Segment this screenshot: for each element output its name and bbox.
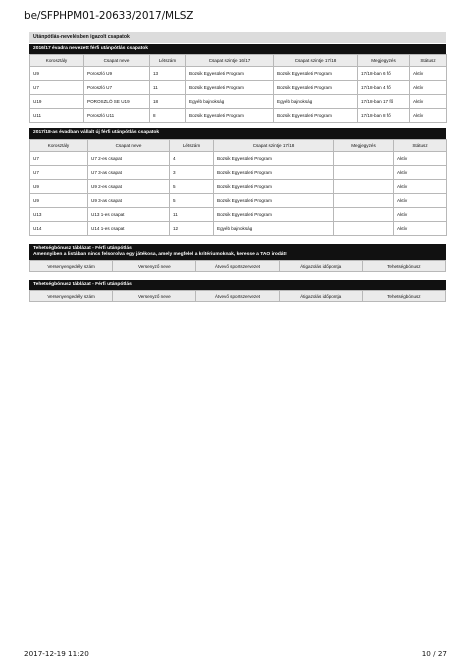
- table-cell: Aktív: [394, 151, 447, 165]
- table-row: [30, 151, 447, 165]
- table-cell: [334, 221, 394, 235]
- table-cell: U7 3-as csapat: [88, 165, 170, 179]
- registered-teams-block: [29, 44, 446, 123]
- talent-bonus-title-2: Tehetségbónusz táblázat - Férfi utánpótlás: [29, 280, 446, 290]
- table-cell: 18: [150, 95, 186, 109]
- table-cell: U7: [30, 165, 88, 179]
- table-cell: 5: [170, 179, 214, 193]
- registered-teams-table: [29, 54, 447, 123]
- table-cell: [334, 193, 394, 207]
- table-cell: Egyéb bajnokság: [274, 95, 358, 109]
- table-cell: Poroszló U7: [84, 81, 150, 95]
- table-cell: Bozsik Egyesületi Program: [274, 109, 358, 123]
- table-cell: Bozsik Egyesületi Program: [214, 193, 334, 207]
- column-header: Átigazolás időpontja: [279, 261, 362, 272]
- column-header: Megjegyzés: [358, 55, 410, 67]
- new-teams-block: [29, 128, 446, 235]
- talent-bonus-table: [29, 260, 446, 272]
- table-row: [30, 109, 447, 123]
- section-title: Utánpótlás-nevelésben igazolt csapatok: [29, 32, 446, 43]
- table-row: [30, 81, 447, 95]
- table-cell: Aktív: [394, 193, 447, 207]
- table-cell: Egyéb bajnokság: [186, 95, 274, 109]
- registered-teams-title: 2016/17 évadra nevezett férfi utánpótlás csapatok: [29, 44, 446, 54]
- table-cell: Aktív: [410, 67, 447, 81]
- new-teams-table: [29, 139, 447, 236]
- column-header: Csapat szintje 17/18: [214, 139, 334, 151]
- column-header: Státusz: [394, 139, 447, 151]
- table-cell: Bozsik Egyesületi Program: [186, 109, 274, 123]
- table-cell: Aktív: [394, 221, 447, 235]
- table-cell: 17/18-ban 17 fő: [358, 95, 410, 109]
- table-cell: 11: [150, 81, 186, 95]
- table-cell: [334, 179, 394, 193]
- new-teams-title: 2017/18-as évadban vállalt új férfi utánpótlás csapatok: [29, 128, 446, 138]
- table-row: [30, 207, 447, 221]
- column-header: Csapat szintje 17/18: [274, 55, 358, 67]
- column-header: Versenyző neve: [113, 261, 196, 272]
- table-cell: U7: [30, 151, 88, 165]
- talent-bonus-table-2: [29, 290, 446, 302]
- column-header: Csapat szintje 16/17: [186, 55, 274, 67]
- table-cell: [334, 207, 394, 221]
- page-number: 10 / 27: [421, 649, 447, 658]
- column-header: Megjegyzés: [334, 139, 394, 151]
- table-cell: 5: [170, 193, 214, 207]
- table-cell: U9 3-as csapat: [88, 193, 170, 207]
- table-row: [30, 95, 447, 109]
- table-cell: 3: [170, 165, 214, 179]
- table-row: [30, 193, 447, 207]
- table-cell: 17/18-ban 4 fő: [358, 81, 410, 95]
- column-header: Átvevő sportszervezet: [196, 291, 279, 302]
- document-id-header: be/SFPHPM01-20633/2017/MLSZ: [24, 10, 194, 22]
- table-cell: U9: [30, 193, 88, 207]
- talent-bonus-block-2: [29, 280, 446, 302]
- table-cell: U9: [30, 179, 88, 193]
- table-row: [30, 221, 447, 235]
- table-header-row: [30, 55, 447, 67]
- table-row: [30, 165, 447, 179]
- column-header: Korosztály: [30, 55, 84, 67]
- table-cell: U11: [30, 109, 84, 123]
- column-header: Létszám: [170, 139, 214, 151]
- table-cell: Poroszló U11: [84, 109, 150, 123]
- talent-bonus-title: Tehetségbónusz táblázat - Férfi utánpótlás: [33, 245, 132, 251]
- column-header: Csapat neve: [84, 55, 150, 67]
- column-header: Versenyző neve: [113, 291, 196, 302]
- table-cell: U14: [30, 221, 88, 235]
- table-cell: 13: [150, 67, 186, 81]
- table-cell: Aktív: [410, 109, 447, 123]
- table-row: [30, 67, 447, 81]
- table-cell: Bozsik Egyesületi Program: [274, 67, 358, 81]
- table-cell: Aktív: [410, 81, 447, 95]
- column-header: Státusz: [410, 55, 447, 67]
- table-cell: U7 2-es csapat: [88, 151, 170, 165]
- table-cell: Egyéb bajnokság: [214, 221, 334, 235]
- table-cell: Bozsik Egyesületi Program: [214, 179, 334, 193]
- table-cell: Aktív: [394, 165, 447, 179]
- table-cell: 17/18-ban 6 fő: [358, 67, 410, 81]
- talent-bonus-title-bar: [29, 244, 446, 261]
- column-header: Korosztály: [30, 139, 88, 151]
- table-cell: Bozsik Egyesületi Program: [214, 165, 334, 179]
- table-cell: 17/18-ban 8 fő: [358, 109, 410, 123]
- table-cell: Bozsik Egyesületi Program: [186, 81, 274, 95]
- table-cell: Aktív: [394, 179, 447, 193]
- table-cell: U9 2-es csapat: [88, 179, 170, 193]
- footer-timestamp: 2017-12-19 11:20: [24, 649, 89, 658]
- document-body: [29, 32, 446, 302]
- table-cell: U7: [30, 81, 84, 95]
- column-header: Átvevő sportszervezet: [196, 261, 279, 272]
- talent-bonus-note: Amennyiben a listában nincs felsorolva egy játékosa, amely megfelel a kritériumoknak, keresse a TAO irodát!: [33, 251, 287, 257]
- column-header: Tehetségbónusz: [362, 261, 445, 272]
- column-header: Versenyengedély szám: [30, 261, 113, 272]
- table-cell: U9: [30, 67, 84, 81]
- table-cell: 4: [170, 151, 214, 165]
- table-cell: Aktív: [410, 95, 447, 109]
- table-cell: 12: [170, 221, 214, 235]
- table-cell: [334, 165, 394, 179]
- table-header-row: [30, 291, 446, 302]
- table-cell: Bozsik Egyesületi Program: [214, 151, 334, 165]
- table-cell: U13: [30, 207, 88, 221]
- table-cell: 11: [170, 207, 214, 221]
- column-header: Versenyengedély szám: [30, 291, 113, 302]
- table-cell: Bozsik Egyesületi Program: [214, 207, 334, 221]
- table-cell: Bozsik Egyesületi Program: [274, 81, 358, 95]
- table-cell: U13 1-es csapat: [88, 207, 170, 221]
- table-cell: 8: [150, 109, 186, 123]
- table-row: [30, 179, 447, 193]
- table-cell: U19: [30, 95, 84, 109]
- column-header: Létszám: [150, 55, 186, 67]
- table-header-row: [30, 139, 447, 151]
- table-cell: Poroszló U9: [84, 67, 150, 81]
- table-header-row: [30, 261, 446, 272]
- table-cell: Bozsik Egyesületi Program: [186, 67, 274, 81]
- column-header: Tehetségbónusz: [362, 291, 445, 302]
- column-header: Átigazolás időpontja: [279, 291, 362, 302]
- talent-bonus-block: [29, 244, 446, 273]
- table-cell: Aktív: [394, 207, 447, 221]
- table-cell: POROSZLÓ SE U19: [84, 95, 150, 109]
- page-footer: [24, 649, 447, 658]
- column-header: Csapat neve: [88, 139, 170, 151]
- table-cell: [334, 151, 394, 165]
- table-cell: U14 1-es csapat: [88, 221, 170, 235]
